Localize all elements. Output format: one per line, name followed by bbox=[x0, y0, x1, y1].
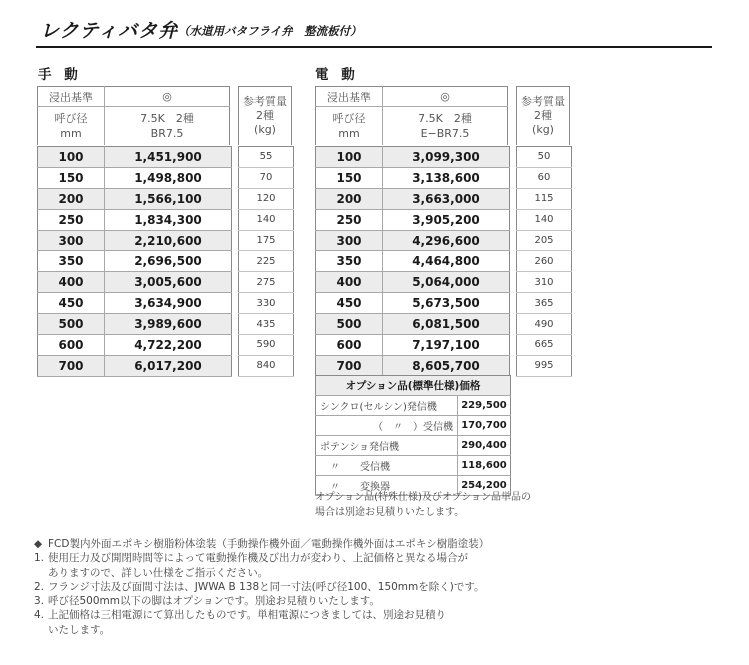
options-note-line1: オプション品(特殊仕様)及びオプション品単品の bbox=[315, 492, 532, 503]
table-row bbox=[239, 335, 294, 356]
table-row bbox=[517, 147, 572, 168]
weight-cell: 590 bbox=[239, 335, 294, 356]
size-cell: 500 bbox=[316, 314, 383, 335]
note-number: 3. bbox=[34, 595, 45, 608]
option-name-cell: ポテンショ発信機 bbox=[316, 436, 458, 456]
price-cell: 5,064,000 bbox=[383, 272, 510, 293]
diamond-icon: ◆ bbox=[34, 538, 43, 550]
option-price-cell: 118,600 bbox=[458, 456, 511, 476]
weight-cell: 840 bbox=[239, 355, 294, 376]
table-row bbox=[316, 251, 510, 272]
table-row bbox=[239, 355, 294, 376]
weight-cell: 205 bbox=[517, 230, 572, 251]
table-row bbox=[239, 209, 294, 230]
table-row bbox=[517, 251, 572, 272]
option-name-cell: 〃 変換器 bbox=[316, 476, 458, 496]
note-bullet bbox=[34, 537, 489, 551]
table-row bbox=[316, 209, 510, 230]
note-4 bbox=[34, 608, 489, 622]
notes-list bbox=[34, 537, 489, 637]
size-cell: 300 bbox=[38, 230, 105, 251]
price-cell: 6,081,500 bbox=[383, 314, 510, 335]
options-price-table bbox=[315, 375, 511, 496]
table-row bbox=[316, 314, 510, 335]
options-title: オプション品(標準仕様)価格 bbox=[316, 376, 511, 396]
options-note bbox=[315, 490, 531, 520]
size-cell: 350 bbox=[38, 251, 105, 272]
note-text: 呼び径500mm以下の脚はオプションです。別途お見積りいたします。 bbox=[48, 595, 380, 608]
table-row bbox=[38, 355, 232, 376]
price-cell: 6,017,200 bbox=[105, 355, 232, 376]
table-row bbox=[517, 272, 572, 293]
weight-cell: 225 bbox=[239, 251, 294, 272]
manual-section-label: 手 動 bbox=[38, 67, 82, 83]
table-row bbox=[316, 188, 510, 209]
page-title: レクティバタ弁 bbox=[40, 20, 179, 42]
std-symbol: ◎ bbox=[105, 87, 230, 107]
std-symbol: ◎ bbox=[383, 87, 508, 107]
option-name-cell: 〃 受信機 bbox=[316, 456, 458, 476]
size-cell: 150 bbox=[38, 167, 105, 188]
size-cell: 500 bbox=[38, 314, 105, 335]
note-1 bbox=[34, 551, 489, 565]
table-row bbox=[38, 251, 232, 272]
price-cell: 7,197,100 bbox=[383, 335, 510, 356]
price-cell: 8,605,700 bbox=[383, 355, 510, 376]
size-cell: 200 bbox=[38, 188, 105, 209]
price-cell: 1,498,800 bbox=[105, 167, 232, 188]
note-2 bbox=[34, 580, 489, 594]
weight-cell: 120 bbox=[239, 188, 294, 209]
weight-cell: 260 bbox=[517, 251, 572, 272]
price-cell: 1,566,100 bbox=[105, 188, 232, 209]
table-row bbox=[38, 272, 232, 293]
weight-cell: 140 bbox=[239, 209, 294, 230]
price-cell: 1,451,900 bbox=[105, 147, 232, 168]
table-row bbox=[517, 314, 572, 335]
weight-cell: 995 bbox=[517, 355, 572, 376]
table-row bbox=[38, 314, 232, 335]
std-label: 浸出基準 bbox=[316, 87, 383, 107]
weight-cell: 140 bbox=[517, 209, 572, 230]
size-cell: 450 bbox=[316, 293, 383, 314]
option-name-cell: （ 〃 ）受信機 bbox=[316, 416, 458, 436]
size-cell: 400 bbox=[316, 272, 383, 293]
size-cell: 700 bbox=[316, 355, 383, 376]
weight-cell: 310 bbox=[517, 272, 572, 293]
table-row bbox=[316, 335, 510, 356]
size-cell: 100 bbox=[38, 147, 105, 168]
size-cell: 100 bbox=[316, 147, 383, 168]
weight-cell: 490 bbox=[517, 314, 572, 335]
note-3 bbox=[34, 594, 489, 608]
electric-section-label: 電 動 bbox=[315, 67, 359, 83]
table-row bbox=[239, 272, 294, 293]
price-cell: 5,673,500 bbox=[383, 293, 510, 314]
electric-weight-header bbox=[516, 86, 570, 145]
size-cell: 600 bbox=[316, 335, 383, 356]
table-row bbox=[239, 251, 294, 272]
size-cell: 150 bbox=[316, 167, 383, 188]
table-row bbox=[517, 335, 572, 356]
table-row bbox=[316, 396, 511, 416]
size-unit: mm bbox=[338, 127, 360, 140]
size-label: 呼び径 bbox=[54, 112, 88, 125]
manual-price-table bbox=[37, 146, 232, 377]
table-row bbox=[38, 230, 232, 251]
size-cell: 400 bbox=[38, 272, 105, 293]
table-row bbox=[316, 456, 511, 476]
weight-cell: 435 bbox=[239, 314, 294, 335]
spec-line2: E−BR7.5 bbox=[420, 127, 470, 140]
table-row bbox=[239, 167, 294, 188]
size-cell: 300 bbox=[316, 230, 383, 251]
table-row bbox=[38, 293, 232, 314]
page-header bbox=[36, 14, 712, 48]
manual-weight-header bbox=[238, 86, 292, 145]
option-name-cell: シンクロ(セルシン)発信機 bbox=[316, 396, 458, 416]
table-row bbox=[38, 209, 232, 230]
note-number: 1. bbox=[34, 552, 45, 565]
option-price-cell: 170,700 bbox=[458, 416, 511, 436]
spec-line1: 7.5K 2種 bbox=[140, 112, 194, 125]
table-row bbox=[239, 188, 294, 209]
price-cell: 3,099,300 bbox=[383, 147, 510, 168]
weight-grade: 2種 bbox=[256, 109, 274, 122]
table-row bbox=[316, 147, 510, 168]
weight-cell: 330 bbox=[239, 293, 294, 314]
note-text: 上記価格は三相電源にて算出したものです。単相電源につきましては、別途お見積り bbox=[48, 609, 446, 622]
note-4-cont: いたします。 bbox=[48, 623, 111, 636]
price-cell: 3,989,600 bbox=[105, 314, 232, 335]
table-row bbox=[517, 209, 572, 230]
note-number: 2. bbox=[34, 580, 45, 593]
table-row bbox=[38, 167, 232, 188]
size-cell: 250 bbox=[316, 209, 383, 230]
weight-cell: 175 bbox=[239, 230, 294, 251]
table-row bbox=[239, 230, 294, 251]
std-label: 浸出基準 bbox=[38, 87, 105, 107]
price-cell: 2,696,500 bbox=[105, 251, 232, 272]
price-cell: 3,005,600 bbox=[105, 272, 232, 293]
size-cell: 350 bbox=[316, 251, 383, 272]
option-price-cell: 229,500 bbox=[458, 396, 511, 416]
electric-weight-table bbox=[516, 146, 572, 377]
note-text: フランジ寸法及び面間寸法は、JWWA B 138と同一寸法(呼び径100、150mmを除く)です。 bbox=[48, 580, 485, 593]
size-cell: 450 bbox=[38, 293, 105, 314]
price-cell: 3,663,000 bbox=[383, 188, 510, 209]
option-price-cell: 290,400 bbox=[458, 436, 511, 456]
weight-cell: 275 bbox=[239, 272, 294, 293]
table-row bbox=[239, 147, 294, 168]
size-unit: mm bbox=[60, 127, 82, 140]
page-subtitle: （水道用バタフライ弁 整流板付） bbox=[178, 24, 362, 38]
weight-label: 参考質量 bbox=[243, 95, 287, 108]
weight-cell: 70 bbox=[239, 167, 294, 188]
table-row bbox=[517, 230, 572, 251]
weight-label: 参考質量 bbox=[521, 95, 565, 108]
table-row bbox=[316, 293, 510, 314]
electric-table-header bbox=[315, 86, 508, 145]
weight-unit: (kg) bbox=[254, 123, 276, 136]
manual-weight-table bbox=[238, 146, 294, 377]
weight-cell: 60 bbox=[517, 167, 572, 188]
table-row bbox=[38, 335, 232, 356]
table-row bbox=[517, 293, 572, 314]
table-row bbox=[316, 230, 510, 251]
price-cell: 3,138,600 bbox=[383, 167, 510, 188]
size-label: 呼び径 bbox=[332, 112, 366, 125]
price-cell: 3,905,200 bbox=[383, 209, 510, 230]
table-row bbox=[517, 355, 572, 376]
spec-line2: BR7.5 bbox=[150, 127, 184, 140]
price-cell: 2,210,600 bbox=[105, 230, 232, 251]
price-cell: 4,296,600 bbox=[383, 230, 510, 251]
note-text: 使用圧力及び開閉時間等によって電動操作機及び出力が変わり、上記価格と異なる場合が bbox=[48, 552, 468, 565]
weight-cell: 115 bbox=[517, 188, 572, 209]
table-row bbox=[239, 293, 294, 314]
spec-line1: 7.5K 2種 bbox=[418, 112, 472, 125]
note-number: 4. bbox=[34, 609, 45, 622]
electric-price-table bbox=[315, 146, 510, 377]
table-row bbox=[239, 314, 294, 335]
size-cell: 250 bbox=[38, 209, 105, 230]
price-cell: 1,834,300 bbox=[105, 209, 232, 230]
weight-unit: (kg) bbox=[532, 123, 554, 136]
price-cell: 3,634,900 bbox=[105, 293, 232, 314]
price-cell: 4,722,200 bbox=[105, 335, 232, 356]
option-price-cell: 254,200 bbox=[458, 476, 511, 496]
options-note-line2: 場合は別途お見積りいたします。 bbox=[315, 507, 465, 518]
manual-table-header bbox=[37, 86, 230, 145]
table-row bbox=[316, 436, 511, 456]
table-row bbox=[316, 416, 511, 436]
table-row bbox=[316, 355, 510, 376]
table-row bbox=[316, 272, 510, 293]
price-cell: 4,464,800 bbox=[383, 251, 510, 272]
weight-cell: 50 bbox=[517, 147, 572, 168]
table-row bbox=[38, 147, 232, 168]
size-cell: 700 bbox=[38, 355, 105, 376]
weight-cell: 55 bbox=[239, 147, 294, 168]
weight-grade: 2種 bbox=[534, 109, 552, 122]
note-1-cont: ありますので、詳しい仕様をご指示ください。 bbox=[48, 566, 269, 579]
note-bullet-text: FCD製内外面エポキシ樹脂粉体塗装（手動操作機外面／電動操作機外面はエポキシ樹脂塗装） bbox=[48, 538, 490, 550]
weight-cell: 665 bbox=[517, 335, 572, 356]
table-row bbox=[316, 167, 510, 188]
table-row bbox=[517, 188, 572, 209]
weight-cell: 365 bbox=[517, 293, 572, 314]
table-row bbox=[517, 167, 572, 188]
table-row bbox=[38, 188, 232, 209]
size-cell: 600 bbox=[38, 335, 105, 356]
size-cell: 200 bbox=[316, 188, 383, 209]
